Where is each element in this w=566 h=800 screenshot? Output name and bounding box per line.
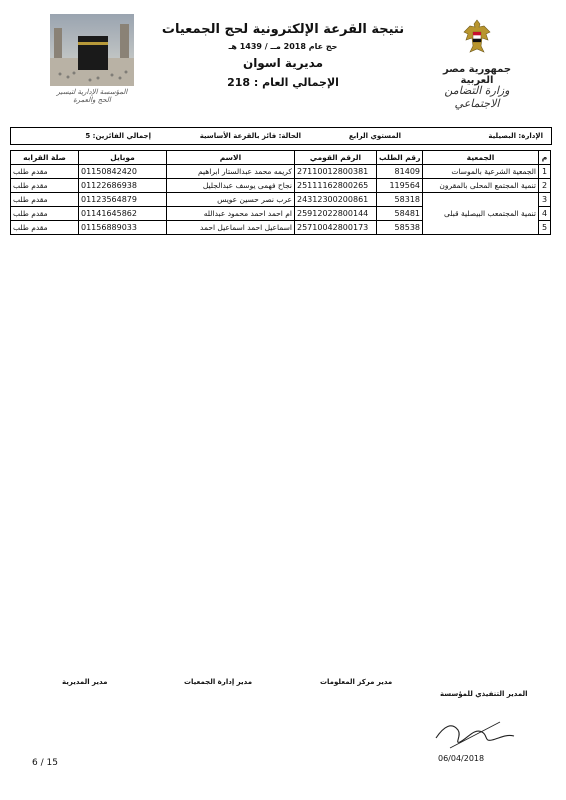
request-no-cell: 58318: [377, 193, 423, 207]
republic-name: جمهورية مصر العربية: [442, 64, 512, 86]
page-number: 6 / 15: [32, 758, 58, 768]
mobile-cell: 01141645862: [79, 207, 167, 221]
col-header-name: الاسم: [167, 151, 295, 165]
mobile-cell: 01156889033: [79, 221, 167, 235]
status-label: الحالة: فائز بالقرعة الأساسية: [199, 132, 301, 140]
association-cell: تنمية المجتمعب البيصلية قبلى: [423, 193, 539, 235]
col-header-national-id: الرقم القومي: [295, 151, 377, 165]
directorate-manager-label: مدير المديرية: [62, 678, 108, 686]
results-table: [10, 150, 551, 235]
index-cell: 1: [539, 165, 551, 179]
mobile-cell: 01122686938: [79, 179, 167, 193]
winners-count: إجمالي الفائزين: 5: [85, 132, 151, 140]
relation-cell: مقدم طلب: [11, 179, 79, 193]
national-id-cell: 25912022800144: [295, 207, 377, 221]
index-cell: 2: [539, 179, 551, 193]
col-header-association: الجمعية: [423, 151, 539, 165]
request-no-cell: 81409: [377, 165, 423, 179]
grand-total: الإجمالي العام : 218: [227, 76, 339, 89]
associations-manager-label: مدير إدارة الجمعيات: [184, 678, 253, 686]
national-id-cell: 25710042800173: [295, 221, 377, 235]
executive-manager-label: المدير التنفيذي للمؤسسة: [440, 690, 528, 698]
ministry-logo: [434, 18, 520, 110]
col-header-relation: صلة القرابه: [11, 151, 79, 165]
kaaba-logo: [50, 14, 134, 110]
relation-cell: مقدم طلب: [11, 165, 79, 179]
association-cell: تنمية المجتمع المحلى بالمقرون: [423, 179, 539, 193]
national-id-cell: 27110012800381: [295, 165, 377, 179]
ministry-name: وزارة التضامن الاجتماعي: [444, 84, 510, 110]
eagle-emblem-icon: [462, 18, 492, 58]
national-id-cell: 25111162800265: [295, 179, 377, 193]
request-no-cell: 119564: [377, 179, 423, 193]
relation-cell: مقدم طلب: [11, 207, 79, 221]
association-cell: الجمعية الشرعية بالموسات: [423, 165, 539, 179]
name-cell: عرب نصر حسين عويس: [167, 193, 295, 207]
index-cell: 4: [539, 207, 551, 221]
name-cell: اسماعيل احمد اسماعيل احمد: [167, 221, 295, 235]
name-cell: نجاح فهمى يوسف عبدالجليل: [167, 179, 295, 193]
table-row: [11, 179, 551, 193]
request-no-cell: 58538: [377, 221, 423, 235]
index-cell: 3: [539, 193, 551, 207]
directorate-name: مديرية اسوان: [242, 56, 324, 70]
relation-cell: مقدم طلب: [11, 221, 79, 235]
handwritten-signature: [430, 708, 520, 752]
mobile-cell: 01123564879: [79, 193, 167, 207]
page-title: نتيجة القرعة الإلكترونية لحج الجمعيات: [161, 22, 405, 37]
table-row: [11, 193, 551, 207]
admin-label: الإدارة: البصيلية: [488, 132, 543, 140]
info-bar: [10, 127, 552, 145]
info-center-manager-label: مدير مركز المعلومات: [320, 678, 393, 686]
print-date: 06/04/2018: [438, 754, 485, 763]
level-label: المستوي الرابع: [348, 132, 401, 140]
col-header-request-no: رقم الطلب: [377, 151, 423, 165]
name-cell: كريمه محمد عبدالستار ابراهيم: [167, 165, 295, 179]
table-row: [11, 165, 551, 179]
request-no-cell: 58481: [377, 207, 423, 221]
relation-cell: مقدم طلب: [11, 193, 79, 207]
col-header-index: م: [539, 151, 551, 165]
hajj-year: حج عام 2018 مــ / 1439 هـ: [228, 42, 338, 51]
col-header-mobile: موبايل: [79, 151, 167, 165]
name-cell: ام احمد احمد محمود عبدالله: [167, 207, 295, 221]
national-id-cell: 24312300200861: [295, 193, 377, 207]
table-header-row: [11, 151, 551, 165]
mobile-cell: 01150842420: [79, 165, 167, 179]
institution-logo-text: المؤسسة الإدارية لتيسير الحج والعمرة: [56, 88, 128, 104]
index-cell: 5: [539, 221, 551, 235]
